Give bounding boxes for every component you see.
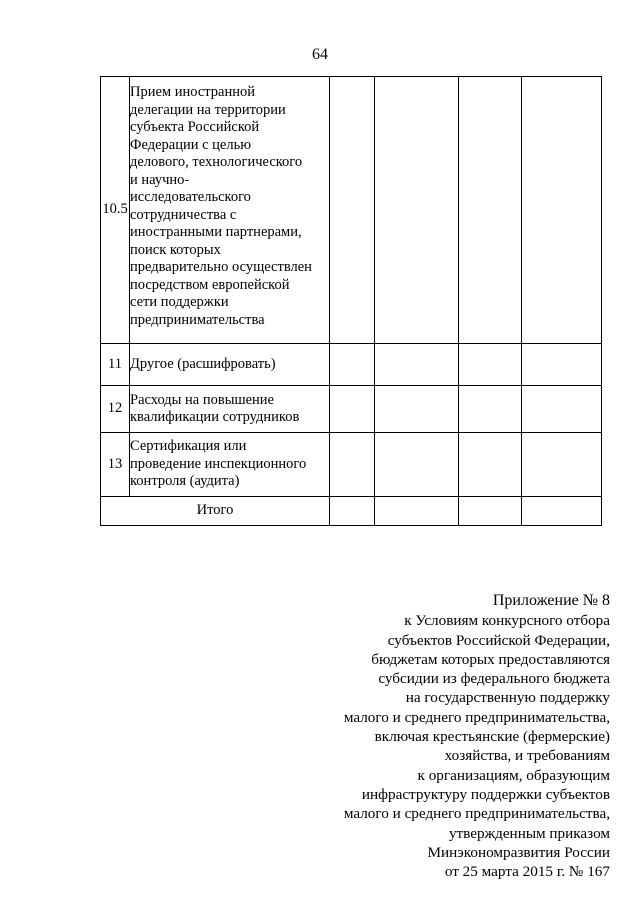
description-line: предпринимательства <box>130 311 265 328</box>
description-line: исследовательского <box>130 189 251 205</box>
description-line: Прием иностранной <box>130 84 256 100</box>
empty-cell <box>330 433 375 497</box>
appendix-line: малого и среднего предпринимательства, <box>343 708 610 726</box>
empty-cell <box>522 497 602 526</box>
description-line: иностранными партнерами, <box>130 224 302 240</box>
appendix-line: субъектов Российской Федерации, <box>387 631 610 649</box>
description-line: проведение инспекционного <box>130 455 307 472</box>
empty-cell <box>375 77 459 344</box>
empty-cell <box>459 77 522 344</box>
description-line: предварительно осуществлен <box>130 259 312 275</box>
appendix-line: на государственную поддержку <box>405 689 610 707</box>
table-row <box>101 344 602 386</box>
empty-cell <box>522 344 602 386</box>
appendix-line: бюджетам которых предоставляются <box>371 650 610 668</box>
row-number: 13 <box>101 433 130 497</box>
description-line: субъекта Российской <box>130 119 260 135</box>
appendix-line: малого и среднего предпринимательства, <box>343 805 610 823</box>
empty-cell <box>330 77 375 344</box>
appendix-line: хозяйства, и требованиям <box>444 747 610 765</box>
empty-cell <box>522 77 602 344</box>
row-number: 10.5 <box>101 77 130 344</box>
empty-cell <box>330 344 375 386</box>
description-line: посредством европейской <box>130 276 290 293</box>
row-description <box>130 433 330 497</box>
appendix-line: к Условиям конкурсного отбора <box>404 612 610 630</box>
empty-cell <box>522 386 602 433</box>
description-line: Федерации с целью <box>130 136 252 153</box>
total-row <box>101 497 602 526</box>
table-row <box>101 77 602 344</box>
appendix-note <box>344 591 610 881</box>
appendix-line: субсидии из федерального бюджета <box>378 670 610 688</box>
row-description <box>130 77 330 344</box>
empty-cell <box>375 433 459 497</box>
description-line: квалификации сотрудников <box>130 409 300 425</box>
row-description <box>130 386 330 433</box>
description-line: Расходы на повышение <box>130 391 274 408</box>
appendix-line: к организациям, образующим <box>417 766 610 784</box>
empty-cell <box>459 433 522 497</box>
description-line: Другое (расшифровать) <box>130 355 276 372</box>
appendix-title: Приложение № 8 <box>492 592 610 609</box>
row-number: 11 <box>101 344 130 386</box>
description-line: делового, технологического <box>130 154 303 170</box>
empty-cell <box>375 386 459 433</box>
total-label: Итого <box>101 497 330 526</box>
expense-table <box>100 76 602 526</box>
row-number: 12 <box>101 386 130 433</box>
appendix-line: инфраструктуру поддержки субъектов <box>361 785 610 803</box>
description-line: делегации на территории <box>130 101 286 118</box>
description-line: и научно- <box>130 171 190 188</box>
table-row <box>101 386 602 433</box>
empty-cell <box>330 386 375 433</box>
empty-cell <box>459 344 522 386</box>
empty-cell <box>375 497 459 526</box>
empty-cell <box>459 497 522 526</box>
appendix-line: утвержденным приказом <box>448 824 610 842</box>
empty-cell <box>375 344 459 386</box>
description-line: контроля (аудита) <box>130 473 240 490</box>
description-line: поиск которых <box>130 241 221 258</box>
description-line: сети поддержки <box>130 294 229 310</box>
description-line: сотрудничества с <box>130 206 237 223</box>
appendix-line: от 25 марта 2015 г. № 167 <box>444 863 610 881</box>
description-line: Сертификация или <box>130 438 247 455</box>
empty-cell <box>459 386 522 433</box>
appendix-line: включая крестьянские (фермерские) <box>374 728 610 746</box>
appendix-line: Минэкономразвития России <box>427 843 610 861</box>
table-row <box>101 433 602 497</box>
empty-cell <box>522 433 602 497</box>
page-number: 64 <box>312 46 328 63</box>
row-description <box>130 344 330 386</box>
empty-cell <box>330 497 375 526</box>
